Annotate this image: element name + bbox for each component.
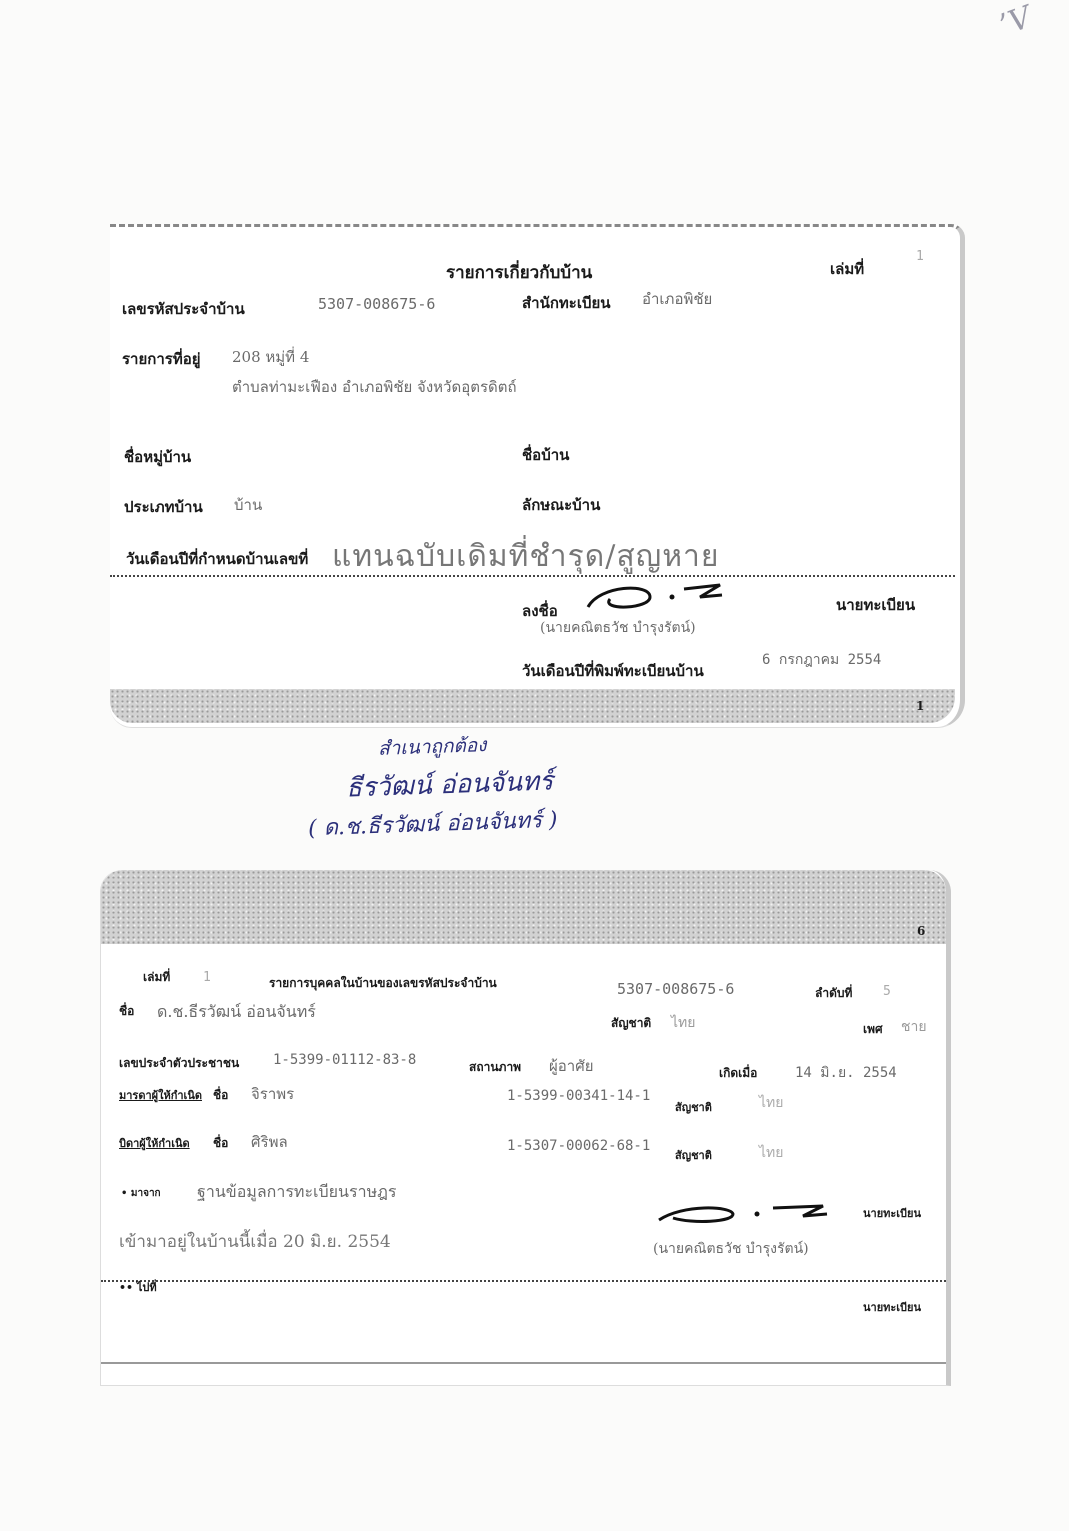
mother-nationality-value: ไทย: [759, 1095, 784, 1111]
person-record-title: รายการบุคคลในบ้านของเลขรหัสประจำบ้าน: [269, 976, 497, 990]
registrar-label: นายทะเบียน: [836, 596, 916, 614]
person-house-code: 5307-008675-6: [617, 980, 735, 998]
person-name: ด.ช.ธีรวัฒน์ อ่อนจันทร์: [157, 1002, 316, 1021]
person-record-card: [100, 870, 951, 1386]
nationality-value: ไทย: [671, 1015, 696, 1031]
house-code-label: เลขรหัสประจำบ้าน: [122, 300, 245, 318]
status-label: สถานภาพ: [469, 1060, 522, 1074]
number-assigned-label: วันเดือนปีที่กำหนดบ้านเลขที่: [126, 550, 309, 568]
birth-value: 14 มิ.ย. 2554: [795, 1065, 897, 1081]
registry-office-label: สำนักทะเบียน: [522, 294, 611, 312]
header-strip: [101, 870, 946, 944]
registry-office-value: อำเภอพิชัย: [642, 290, 713, 308]
to-label: •• ไปที่: [119, 1281, 157, 1294]
mother-nationality-label: สัญชาติ: [675, 1101, 712, 1114]
house-record-title: รายการเกี่ยวกับบ้าน: [446, 263, 593, 283]
sex-label: เพศ: [863, 1022, 883, 1036]
page-number: 1: [916, 699, 925, 713]
village-label: ชื่อหมู่บ้าน: [124, 448, 192, 466]
sex-value: ชาย: [901, 1019, 927, 1035]
house-type-value: บ้าน: [234, 496, 263, 514]
order-label: ลำดับที่: [815, 986, 853, 1000]
bottom-rule: [101, 1362, 946, 1364]
mother-id: 1-5399-00341-14-1: [507, 1088, 651, 1104]
id-label: เลขประจำตัวประชาชน: [119, 1056, 240, 1070]
father-label: บิดาผู้ให้กำเนิด: [119, 1137, 190, 1150]
house-character-label: ลักษณะบ้าน: [522, 496, 601, 514]
mother-name-label: ชื่อ: [213, 1088, 229, 1102]
name-label: ชื่อ: [119, 1004, 135, 1018]
book-label: เล่มที่: [830, 260, 865, 278]
moved-in-date: เข้ามาอยู่ในบ้านนี้เมื่อ 20 มิ.ย. 2554: [119, 1232, 391, 1252]
address-line1: 208 หมู่ที่ 4: [232, 348, 310, 366]
replacement-overprint: แทนฉบับเดิมที่ชำรุด/สูญหาย: [332, 539, 720, 574]
person-book-value: 1: [203, 970, 211, 985]
status-value: ผู้อาศัย: [549, 1057, 594, 1075]
address-line2: ตำบลท่ามะเฟือง อำเภอพิชัย จังหวัดอุตรดิตถ์: [232, 378, 517, 396]
registrar-signature-2: [653, 1198, 833, 1230]
book-value: 1: [916, 249, 924, 264]
father-name: ศิริพล: [251, 1133, 288, 1151]
certifier-name: ( ด.ช.ธีรวัฒน์ อ่อนจันทร์ ): [307, 807, 558, 842]
certified-true-copy: สำเนาถูกต้อง: [377, 734, 487, 760]
house-type-label: ประเภทบ้าน: [124, 498, 203, 516]
house-code-value: 5307-008675-6: [318, 295, 436, 313]
divider-dotted-2: [101, 1280, 946, 1282]
person-page-number: 6: [917, 924, 926, 938]
nationality-label: สัญชาติ: [611, 1016, 652, 1030]
from-label: • มาจาก: [121, 1188, 161, 1199]
divider-dotted: [110, 575, 955, 577]
house-name-label: ชื่อบ้าน: [522, 446, 570, 464]
house-record-card: [110, 224, 965, 728]
order-value: 5: [883, 984, 891, 999]
certifier-signature: ธีรวัฒน์ อ่อนจันทร์: [345, 766, 554, 804]
signed-label: ลงชื่อ: [522, 602, 558, 620]
birth-label: เกิดเมื่อ: [719, 1066, 758, 1080]
print-date-label: วันเดือนปีที่พิมพ์ทะเบียนบ้าน: [522, 662, 704, 680]
registrar-signature: [580, 579, 730, 619]
father-id: 1-5307-00062-68-1: [507, 1138, 651, 1154]
registrar-label-2: นายทะเบียน: [863, 1207, 922, 1220]
father-name-label: ชื่อ: [213, 1136, 229, 1150]
father-nationality-label: สัญชาติ: [675, 1149, 712, 1162]
footer-strip: [110, 689, 955, 723]
address-label: รายการที่อยู่: [122, 350, 201, 368]
id-value: 1-5399-01112-83-8: [273, 1052, 417, 1068]
print-date-value: 6 กรกฎาคม 2554: [762, 652, 882, 668]
registrar-name-2: (นายคณิตธวัช บำรุงรัตน์): [653, 1241, 809, 1257]
mother-name: จิราพร: [251, 1085, 295, 1103]
registrar-label-3: นายทะเบียน: [863, 1301, 922, 1314]
person-book-label: เล่มที่: [143, 970, 171, 984]
registrar-name: (นายคณิตธวัช บำรุงรัตน์): [540, 620, 696, 636]
father-nationality-value: ไทย: [759, 1145, 784, 1161]
from-value: ฐานข้อมูลการทะเบียนราษฎร: [197, 1182, 397, 1201]
corner-handwritten-mark: ’V: [994, 0, 1037, 44]
mother-label: มารดาผู้ให้กำเนิด: [119, 1089, 202, 1102]
